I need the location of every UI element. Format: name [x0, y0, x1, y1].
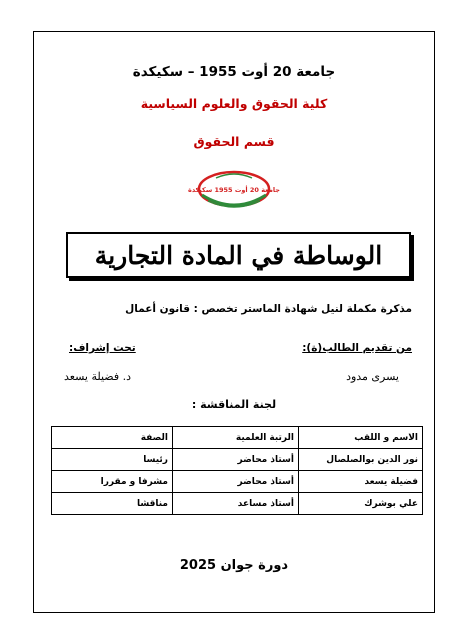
supervisor-name: د. فضيلة يسعد — [64, 370, 131, 383]
logo-text: جامعة 20 أوت 1955 سكيكدة — [188, 186, 280, 194]
jury-table-header-row — [52, 427, 423, 449]
table-row — [52, 471, 423, 493]
member-name: فضيلة يسعد — [299, 471, 423, 493]
member-role: مناقشا — [52, 493, 173, 515]
student-name: يسرى مدود — [346, 370, 399, 383]
member-rank: أستاذ مساعد — [173, 493, 299, 515]
header-rank: الرتبة العلمية — [173, 427, 299, 449]
header-name: الاسم و اللقب — [299, 427, 423, 449]
university-name: جامعة 20 أوت 1955 – سكيكدة — [132, 64, 336, 80]
committee-title: لجنة المناقشة : — [191, 398, 277, 411]
supervision-label: تحت إشراف: — [69, 342, 136, 354]
member-name: علي بوشرك — [299, 493, 423, 515]
department-name: قسم الحقوق — [193, 134, 275, 149]
member-name: نور الدين بوالصلصال — [299, 449, 423, 471]
page-border — [33, 31, 435, 613]
university-logo — [188, 168, 280, 214]
jury-table — [51, 426, 423, 515]
table-row — [52, 449, 423, 471]
thesis-title: الوساطة في المادة التجارية — [94, 240, 383, 270]
table-row — [52, 493, 423, 515]
member-rank: أستاذ محاضر — [173, 471, 299, 493]
session-date: دورة جوان 2025 — [179, 558, 289, 573]
header-role: الصفة — [52, 427, 173, 449]
member-role: مشرفا و مقررا — [52, 471, 173, 493]
submitted-by-label: من تقديم الطالب(ة): — [302, 342, 412, 354]
thesis-title-box — [66, 232, 411, 278]
member-rank: أستاذ محاضر — [173, 449, 299, 471]
faculty-name: كلية الحقوق والعلوم السياسية — [140, 96, 328, 111]
member-role: رئيسا — [52, 449, 173, 471]
memo-description: مذكرة مكملة لنيل شهادة الماستر تخصص : قانون أعمال — [125, 303, 412, 315]
